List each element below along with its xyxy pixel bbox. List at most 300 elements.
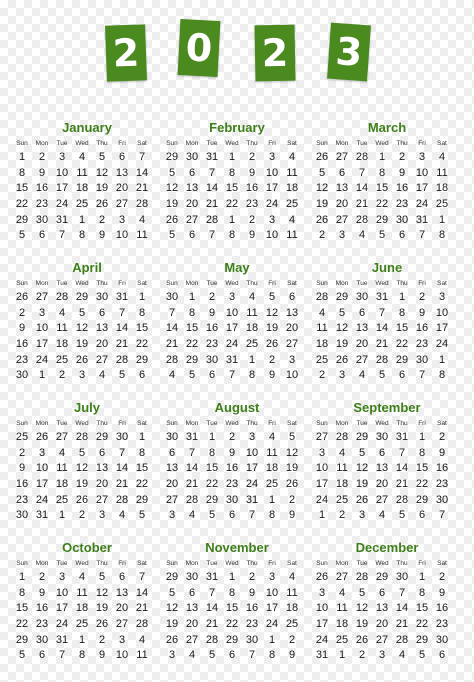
day-cell: 30 [15, 369, 29, 382]
day-cell: 2 [58, 369, 66, 382]
day-grid [312, 430, 462, 524]
day-cell: 30 [395, 571, 409, 583]
day-cell: 24 [35, 493, 49, 506]
weekday-label: Fri [118, 280, 126, 287]
day-cell: 22 [205, 478, 219, 491]
day-cell: 9 [248, 166, 256, 179]
day-cell: 13 [375, 462, 389, 475]
day-cell: 21 [375, 338, 389, 351]
day-cell: 6 [188, 229, 196, 242]
day-cell: 7 [188, 446, 196, 459]
weekday-label: Wed [75, 560, 89, 567]
day-cell: 13 [115, 166, 129, 179]
year-digit-tile: 0 [178, 19, 221, 77]
weekday-label: Sun [316, 420, 328, 427]
weekday-label: Sat [137, 560, 147, 567]
day-cell: 12 [285, 446, 299, 459]
day-cell: 29 [335, 291, 349, 303]
weekday-label: Wed [225, 140, 239, 147]
day-cell: 5 [288, 431, 296, 443]
day-cell: 4 [378, 509, 386, 522]
day-cell: 16 [245, 182, 259, 195]
day-cell: 31 [375, 291, 389, 303]
day-cell: 10 [225, 306, 239, 319]
day-cell: 29 [135, 353, 149, 366]
day-cell: 9 [268, 369, 276, 382]
weekday-label: Sun [16, 420, 28, 427]
day-cell: 12 [165, 602, 179, 615]
day-cell: 10 [35, 462, 49, 475]
day-cell: 7 [118, 446, 126, 459]
day-cell: 13 [95, 322, 109, 335]
month-july [12, 398, 162, 538]
day-cell: 27 [165, 493, 179, 506]
day-cell: 3 [268, 151, 276, 163]
day-cell: 24 [315, 633, 329, 646]
day-cell: 3 [358, 509, 366, 522]
weekday-header-row [312, 138, 462, 150]
day-cell: 26 [355, 493, 369, 506]
day-cell: 22 [135, 338, 149, 351]
day-cell: 13 [165, 462, 179, 475]
day-cell: 26 [75, 353, 89, 366]
day-cell: 28 [205, 213, 219, 226]
day-cell: 1 [78, 633, 86, 646]
day-grid [162, 290, 312, 384]
day-cell: 22 [225, 198, 239, 211]
weekday-label: Wed [225, 420, 239, 427]
day-cell: 1 [438, 213, 446, 226]
day-cell: 2 [18, 306, 26, 319]
day-cell: 19 [335, 338, 349, 351]
weekday-label: Mon [35, 420, 49, 427]
weekday-label: Tue [356, 280, 368, 287]
day-cell: 24 [55, 198, 69, 211]
day-cell: 31 [415, 213, 429, 226]
day-cell: 27 [335, 151, 349, 163]
day-cell: 27 [375, 633, 389, 646]
day-cell: 21 [165, 338, 179, 351]
year-digit-tile: 3 [327, 23, 371, 82]
day-cell: 18 [335, 618, 349, 631]
day-cell: 5 [168, 586, 176, 599]
day-cell: 4 [338, 446, 346, 459]
day-cell: 8 [228, 229, 236, 242]
day-cell: 5 [98, 151, 106, 163]
day-cell: 10 [435, 306, 449, 319]
month-february [162, 118, 312, 258]
day-cell: 3 [318, 446, 326, 459]
day-cell: 26 [165, 213, 179, 226]
day-cell: 4 [248, 291, 256, 303]
day-cell: 18 [285, 182, 299, 195]
weekday-label: Fri [418, 280, 426, 287]
day-cell: 11 [76, 166, 88, 179]
day-cell: 15 [205, 462, 219, 475]
day-cell: 3 [168, 649, 176, 662]
day-cell: 5 [188, 369, 196, 382]
day-cell: 21 [205, 618, 219, 631]
day-cell: 1 [268, 493, 276, 506]
day-cell: 6 [358, 306, 366, 319]
day-cell: 5 [208, 649, 216, 662]
day-cell: 23 [15, 493, 29, 506]
day-cell: 4 [138, 213, 146, 226]
day-cell: 26 [315, 571, 329, 583]
day-cell: 16 [35, 602, 49, 615]
day-cell: 10 [115, 649, 129, 662]
weekday-header-row [312, 558, 462, 570]
day-cell: 3 [248, 431, 256, 443]
day-cell: 29 [165, 151, 179, 163]
day-grid [312, 570, 462, 664]
month-title: November [205, 540, 269, 555]
day-cell: 15 [135, 462, 149, 475]
day-cell: 8 [438, 369, 446, 382]
day-cell: 30 [185, 151, 199, 163]
weekday-label: Thu [246, 420, 258, 427]
day-cell: 8 [208, 446, 216, 459]
day-cell: 20 [95, 478, 109, 491]
day-cell: 25 [55, 493, 69, 506]
day-cell: 26 [285, 478, 299, 491]
day-cell: 31 [205, 571, 219, 583]
day-cell: 18 [245, 322, 259, 335]
day-cell: 22 [225, 618, 239, 631]
day-cell: 25 [335, 493, 349, 506]
month-january [12, 118, 162, 258]
day-cell: 22 [395, 338, 409, 351]
weekday-label: Thu [96, 560, 108, 567]
day-cell: 30 [245, 633, 259, 646]
day-cell: 8 [268, 649, 276, 662]
day-cell: 24 [435, 338, 449, 351]
day-cell: 2 [398, 151, 406, 163]
year-digit-tile: 2 [255, 25, 296, 82]
day-cell: 23 [35, 618, 49, 631]
day-cell: 20 [95, 338, 109, 351]
day-cell: 30 [165, 291, 179, 303]
day-cell: 30 [35, 213, 49, 226]
day-cell: 10 [35, 322, 49, 335]
day-cell: 19 [75, 478, 89, 491]
weekday-label: Sat [437, 140, 447, 147]
day-cell: 28 [135, 198, 149, 211]
weekday-label: Tue [356, 560, 368, 567]
day-cell: 9 [18, 462, 26, 475]
day-cell: 12 [355, 602, 369, 615]
day-cell: 21 [185, 478, 199, 491]
day-cell: 5 [268, 291, 276, 303]
day-cell: 4 [318, 306, 326, 319]
day-cell: 3 [268, 213, 276, 226]
weekday-label: Tue [356, 420, 368, 427]
day-cell: 27 [115, 618, 129, 631]
day-cell: 13 [335, 182, 349, 195]
day-cell: 3 [58, 151, 66, 163]
day-cell: 22 [185, 338, 199, 351]
day-cell: 30 [435, 633, 449, 646]
day-cell: 24 [55, 618, 69, 631]
weekday-label: Sat [287, 560, 297, 567]
day-cell: 16 [395, 182, 409, 195]
day-cell: 8 [398, 306, 406, 319]
day-cell: 6 [398, 229, 406, 242]
day-cell: 1 [418, 431, 426, 443]
day-cell: 10 [265, 586, 279, 599]
day-cell: 29 [375, 213, 389, 226]
day-cell: 4 [438, 151, 446, 163]
day-cell: 12 [75, 462, 89, 475]
day-cell: 9 [438, 586, 446, 599]
day-cell: 1 [438, 353, 446, 366]
day-cell: 9 [248, 229, 256, 242]
day-cell: 2 [98, 633, 106, 646]
weekday-label: Thu [246, 560, 258, 567]
day-cell: 9 [18, 322, 26, 335]
day-cell: 28 [335, 431, 349, 443]
day-cell: 17 [35, 338, 49, 351]
day-cell: 15 [395, 322, 409, 335]
day-cell: 15 [415, 462, 429, 475]
day-cell: 4 [268, 431, 276, 443]
weekday-header-row [12, 558, 162, 570]
day-cell: 4 [78, 571, 86, 583]
month-title: April [72, 260, 102, 275]
day-cell: 29 [415, 493, 429, 506]
day-cell: 1 [268, 633, 276, 646]
day-cell: 2 [98, 213, 106, 226]
weekday-label: Sat [137, 280, 147, 287]
day-cell: 3 [338, 369, 346, 382]
day-cell: 2 [78, 509, 86, 522]
day-cell: 6 [208, 369, 216, 382]
weekday-label: Sat [287, 280, 297, 287]
day-grid [162, 430, 312, 524]
weekday-label: Mon [335, 560, 349, 567]
day-cell: 29 [185, 353, 199, 366]
day-cell: 16 [35, 182, 49, 195]
day-cell: 12 [165, 182, 179, 195]
day-cell: 31 [55, 213, 69, 226]
day-cell: 9 [438, 446, 446, 459]
day-cell: 23 [225, 478, 239, 491]
day-cell: 19 [75, 338, 89, 351]
weekday-header-row [162, 138, 312, 150]
weekday-label: Thu [96, 140, 108, 147]
day-cell: 25 [75, 198, 89, 211]
day-cell: 29 [395, 353, 409, 366]
day-cell: 30 [95, 291, 109, 303]
day-cell: 9 [398, 166, 406, 179]
day-cell: 6 [228, 649, 236, 662]
weekday-label: Mon [185, 420, 199, 427]
day-cell: 29 [205, 493, 219, 506]
day-cell: 21 [115, 338, 129, 351]
day-cell: 7 [208, 586, 216, 599]
day-grid [12, 430, 162, 524]
day-cell: 14 [205, 182, 219, 195]
day-cell: 27 [335, 213, 349, 226]
day-cell: 14 [135, 166, 149, 179]
weekday-label: Mon [185, 140, 199, 147]
day-cell: 6 [418, 509, 426, 522]
day-cell: 16 [15, 338, 29, 351]
day-cell: 18 [315, 338, 329, 351]
day-cell: 2 [418, 291, 426, 303]
day-cell: 7 [358, 166, 366, 179]
day-cell: 28 [165, 353, 179, 366]
day-cell: 26 [355, 633, 369, 646]
day-cell: 31 [185, 431, 199, 443]
day-cell: 7 [398, 446, 406, 459]
day-cell: 7 [418, 369, 426, 382]
day-cell: 6 [288, 291, 296, 303]
day-cell: 23 [245, 618, 259, 631]
day-cell: 17 [265, 182, 279, 195]
day-cell: 4 [188, 509, 196, 522]
day-cell: 26 [335, 353, 349, 366]
day-cell: 18 [75, 602, 89, 615]
day-cell: 21 [115, 478, 129, 491]
day-cell: 19 [165, 618, 179, 631]
day-cell: 27 [285, 338, 299, 351]
day-cell: 10 [415, 166, 429, 179]
day-cell: 25 [55, 353, 69, 366]
day-cell: 31 [115, 291, 129, 303]
day-cell: 12 [335, 322, 349, 335]
day-cell: 27 [315, 431, 329, 443]
day-cell: 7 [58, 229, 66, 242]
day-cell: 14 [115, 322, 129, 335]
weekday-header-row [312, 418, 462, 430]
day-cell: 16 [415, 322, 429, 335]
weekday-header-row [312, 278, 462, 290]
day-cell: 24 [35, 353, 49, 366]
weekday-label: Sun [316, 280, 328, 287]
day-cell: 11 [76, 586, 88, 599]
day-cell: 22 [15, 198, 29, 211]
day-cell: 5 [168, 229, 176, 242]
day-cell: 8 [268, 509, 276, 522]
day-cell: 8 [78, 229, 86, 242]
weekday-label: Mon [335, 420, 349, 427]
day-cell: 21 [135, 602, 149, 615]
month-june [312, 258, 462, 398]
day-cell: 2 [288, 493, 296, 506]
day-cell: 27 [375, 493, 389, 506]
day-cell: 5 [398, 509, 406, 522]
day-cell: 8 [418, 446, 426, 459]
day-cell: 30 [165, 431, 179, 443]
weekday-label: Mon [335, 280, 349, 287]
month-august [162, 398, 312, 538]
day-cell: 3 [38, 446, 46, 459]
day-cell: 11 [336, 602, 348, 615]
day-cell: 7 [208, 229, 216, 242]
day-cell: 4 [358, 369, 366, 382]
day-cell: 6 [188, 586, 196, 599]
day-cell: 11 [336, 462, 348, 475]
day-cell: 30 [375, 431, 389, 443]
day-cell: 1 [418, 571, 426, 583]
weekday-label: Wed [225, 280, 239, 287]
day-grid [162, 150, 312, 244]
day-cell: 20 [375, 618, 389, 631]
weekday-label: Wed [75, 280, 89, 287]
day-cell: 27 [335, 571, 349, 583]
day-cell: 9 [98, 229, 106, 242]
month-title: October [62, 540, 112, 555]
weekday-label: Wed [375, 280, 389, 287]
day-cell: 2 [228, 431, 236, 443]
day-cell: 27 [35, 291, 49, 303]
day-cell: 5 [378, 369, 386, 382]
weekday-header-row [12, 138, 162, 150]
day-cell: 28 [115, 493, 129, 506]
day-cell: 19 [265, 322, 279, 335]
weekday-label: Tue [56, 140, 68, 147]
weekday-label: Thu [396, 280, 408, 287]
day-cell: 28 [185, 493, 199, 506]
day-cell: 14 [185, 462, 199, 475]
day-cell: 6 [118, 151, 126, 163]
day-cell: 25 [75, 618, 89, 631]
day-cell: 10 [315, 602, 329, 615]
day-cell: 3 [118, 213, 126, 226]
day-cell: 14 [205, 602, 219, 615]
month-title: June [371, 260, 403, 275]
day-cell: 29 [375, 571, 389, 583]
weekday-label: Sun [316, 560, 328, 567]
day-cell: 23 [415, 338, 429, 351]
day-cell: 28 [115, 353, 129, 366]
day-cell: 1 [398, 291, 406, 303]
day-cell: 3 [118, 633, 126, 646]
day-cell: 3 [378, 649, 386, 662]
day-cell: 18 [55, 338, 69, 351]
day-cell: 6 [338, 166, 346, 179]
day-cell: 8 [438, 229, 446, 242]
day-cell: 16 [205, 322, 219, 335]
day-cell: 5 [138, 509, 146, 522]
day-cell: 29 [15, 213, 29, 226]
day-cell: 5 [118, 369, 126, 382]
weekday-label: Fri [118, 560, 126, 567]
weekday-label: Tue [56, 560, 68, 567]
weekday-label: Mon [185, 280, 199, 287]
day-cell: 29 [165, 571, 179, 583]
day-cell: 20 [335, 198, 349, 211]
day-cell: 1 [378, 151, 386, 163]
weekday-label: Sun [16, 560, 28, 567]
day-cell: 12 [95, 166, 109, 179]
day-cell: 4 [98, 369, 106, 382]
day-cell: 22 [415, 478, 429, 491]
month-title: May [224, 260, 250, 275]
day-cell: 4 [398, 649, 406, 662]
day-cell: 17 [315, 478, 329, 491]
day-cell: 30 [35, 633, 49, 646]
weekday-label: Sat [287, 420, 297, 427]
weekday-label: Sun [16, 280, 28, 287]
weekday-label: Thu [246, 140, 258, 147]
day-cell: 14 [115, 462, 129, 475]
month-march [312, 118, 462, 258]
day-cell: 23 [395, 198, 409, 211]
day-cell: 17 [315, 618, 329, 631]
weekday-label: Wed [375, 140, 389, 147]
